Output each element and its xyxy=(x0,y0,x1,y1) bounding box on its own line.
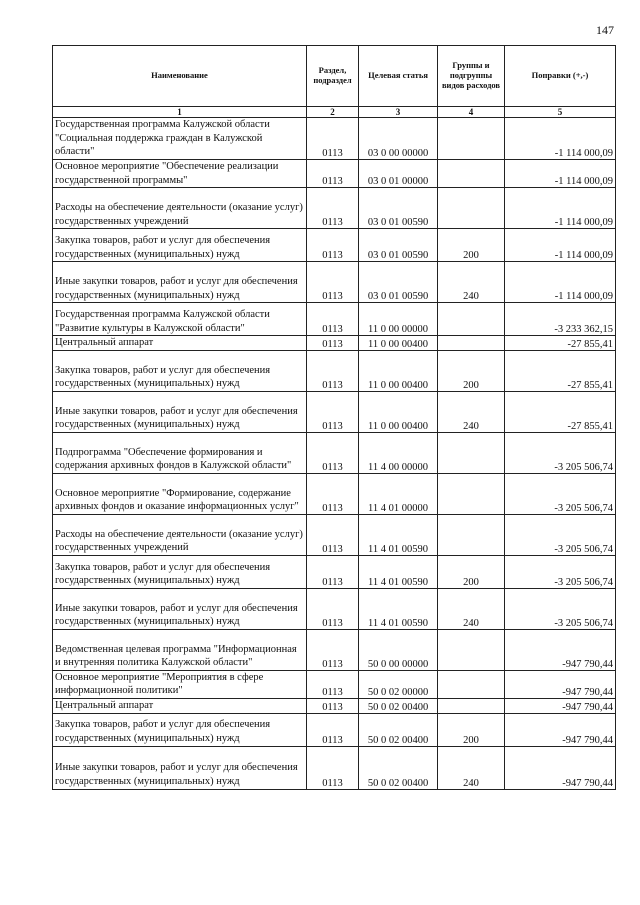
row-target-code: 03 0 01 00590 xyxy=(359,229,438,262)
table-row xyxy=(53,118,616,160)
row-section: 0113 xyxy=(307,746,359,789)
row-expense-group: 200 xyxy=(438,350,505,391)
row-section: 0113 xyxy=(307,588,359,629)
column-number: 4 xyxy=(438,107,505,118)
row-target-code: 50 0 02 00000 xyxy=(359,670,438,698)
row-target-code: 50 0 00 00000 xyxy=(359,629,438,670)
row-target-code: 03 0 01 00000 xyxy=(359,159,438,187)
row-target-code: 11 4 00 00000 xyxy=(359,432,438,473)
header-groups: Группы и подгруппы видов расходов xyxy=(438,46,505,107)
row-name: Государственная программа Калужской области "Социальная поддержка граждан в Калужской области" xyxy=(53,118,307,160)
column-number: 5 xyxy=(505,107,616,118)
row-amount: -947 790,44 xyxy=(505,629,616,670)
row-name: Центральный аппарат xyxy=(53,336,307,351)
row-section: 0113 xyxy=(307,336,359,351)
row-expense-group: 200 xyxy=(438,229,505,262)
row-amount: -1 114 000,09 xyxy=(505,118,616,160)
page-number: 147 xyxy=(596,23,614,37)
row-name: Иные закупки товаров, работ и услуг для обеспечения государственных (муниципальных) нужд xyxy=(53,588,307,629)
header-name: Наименование xyxy=(53,46,307,107)
row-expense-group xyxy=(438,303,505,336)
row-name: Основное мероприятие "Формирование, содержание архивных фондов и оказание информационных услуг" xyxy=(53,473,307,514)
row-name: Ведомственная целевая программа "Информационная и внутренняя политика Калужской области" xyxy=(53,629,307,670)
row-section: 0113 xyxy=(307,514,359,555)
table-row xyxy=(53,746,616,789)
row-expense-group xyxy=(438,188,505,229)
row-section: 0113 xyxy=(307,629,359,670)
row-section: 0113 xyxy=(307,699,359,714)
row-section: 0113 xyxy=(307,350,359,391)
row-expense-group xyxy=(438,670,505,698)
row-amount: -3 205 506,74 xyxy=(505,555,616,588)
table-row xyxy=(53,629,616,670)
table-row xyxy=(53,188,616,229)
row-amount: -3 205 506,74 xyxy=(505,514,616,555)
row-name: Иные закупки товаров, работ и услуг для обеспечения государственных (муниципальных) нужд xyxy=(53,746,307,789)
row-section: 0113 xyxy=(307,391,359,432)
row-expense-group: 240 xyxy=(438,588,505,629)
row-amount: -1 114 000,09 xyxy=(505,262,616,303)
budget-amendments-table xyxy=(52,45,616,790)
row-expense-group xyxy=(438,629,505,670)
row-amount: -1 114 000,09 xyxy=(505,159,616,187)
table-row xyxy=(53,159,616,187)
column-number: 3 xyxy=(359,107,438,118)
row-section: 0113 xyxy=(307,473,359,514)
row-amount: -3 233 362,15 xyxy=(505,303,616,336)
row-amount: -27 855,41 xyxy=(505,336,616,351)
row-section: 0113 xyxy=(307,670,359,698)
table-row xyxy=(53,588,616,629)
row-section: 0113 xyxy=(307,432,359,473)
row-amount: -27 855,41 xyxy=(505,350,616,391)
row-name: Закупка товаров, работ и услуг для обеспечения государственных (муниципальных) нужд xyxy=(53,713,307,746)
row-expense-group: 240 xyxy=(438,391,505,432)
row-target-code: 50 0 02 00400 xyxy=(359,713,438,746)
row-section: 0113 xyxy=(307,159,359,187)
row-target-code: 11 0 00 00400 xyxy=(359,336,438,351)
row-target-code: 11 4 01 00590 xyxy=(359,588,438,629)
row-name: Закупка товаров, работ и услуг для обеспечения государственных (муниципальных) нужд xyxy=(53,229,307,262)
row-target-code: 11 0 00 00000 xyxy=(359,303,438,336)
header-target: Целевая статья xyxy=(359,46,438,107)
row-name: Основное мероприятие "Обеспечение реализации государственной программы" xyxy=(53,159,307,187)
row-expense-group xyxy=(438,336,505,351)
row-target-code: 50 0 02 00400 xyxy=(359,699,438,714)
row-section: 0113 xyxy=(307,303,359,336)
table-row xyxy=(53,336,616,351)
row-amount: -1 114 000,09 xyxy=(505,188,616,229)
table-row xyxy=(53,391,616,432)
table-row xyxy=(53,473,616,514)
row-section: 0113 xyxy=(307,262,359,303)
row-amount: -947 790,44 xyxy=(505,713,616,746)
table-row xyxy=(53,432,616,473)
header-section: Раздел, подраздел xyxy=(307,46,359,107)
table-row xyxy=(53,670,616,698)
row-amount: -27 855,41 xyxy=(505,391,616,432)
row-expense-group xyxy=(438,432,505,473)
row-section: 0113 xyxy=(307,229,359,262)
table-row xyxy=(53,350,616,391)
row-name: Центральный аппарат xyxy=(53,699,307,714)
row-target-code: 11 4 01 00000 xyxy=(359,473,438,514)
column-number-row xyxy=(53,107,616,118)
row-target-code: 11 0 00 00400 xyxy=(359,350,438,391)
row-target-code: 03 0 01 00590 xyxy=(359,188,438,229)
row-name: Закупка товаров, работ и услуг для обеспечения государственных (муниципальных) нужд xyxy=(53,555,307,588)
row-section: 0113 xyxy=(307,555,359,588)
row-amount: -1 114 000,09 xyxy=(505,229,616,262)
table-row xyxy=(53,229,616,262)
row-name: Закупка товаров, работ и услуг для обеспечения государственных (муниципальных) нужд xyxy=(53,350,307,391)
row-amount: -3 205 506,74 xyxy=(505,473,616,514)
row-target-code: 03 0 00 00000 xyxy=(359,118,438,160)
row-expense-group xyxy=(438,118,505,160)
row-expense-group xyxy=(438,159,505,187)
header-amendments: Поправки (+,-) xyxy=(505,46,616,107)
row-target-code: 11 4 01 00590 xyxy=(359,555,438,588)
row-target-code: 50 0 02 00400 xyxy=(359,746,438,789)
row-name: Иные закупки товаров, работ и услуг для обеспечения государственных (муниципальных) нужд xyxy=(53,391,307,432)
row-name: Расходы на обеспечение деятельности (оказание услуг) государственных учреждений xyxy=(53,514,307,555)
row-name: Основное мероприятие "Мероприятия в сфере информационной политики" xyxy=(53,670,307,698)
row-expense-group: 200 xyxy=(438,555,505,588)
row-target-code: 03 0 01 00590 xyxy=(359,262,438,303)
table-header-row xyxy=(53,46,616,107)
row-amount: -3 205 506,74 xyxy=(505,588,616,629)
table-row xyxy=(53,713,616,746)
row-section: 0113 xyxy=(307,713,359,746)
row-expense-group xyxy=(438,473,505,514)
row-name: Иные закупки товаров, работ и услуг для обеспечения государственных (муниципальных) нужд xyxy=(53,262,307,303)
row-expense-group xyxy=(438,514,505,555)
table-row xyxy=(53,262,616,303)
table-row xyxy=(53,699,616,714)
row-section: 0113 xyxy=(307,188,359,229)
row-amount: -3 205 506,74 xyxy=(505,432,616,473)
column-number: 1 xyxy=(53,107,307,118)
row-name: Государственная программа Калужской области "Развитие культуры в Калужской области" xyxy=(53,303,307,336)
row-target-code: 11 4 01 00590 xyxy=(359,514,438,555)
column-number: 2 xyxy=(307,107,359,118)
row-name: Подпрограмма "Обеспечение формирования и содержания архивных фондов в Калужской области" xyxy=(53,432,307,473)
row-amount: -947 790,44 xyxy=(505,670,616,698)
row-expense-group xyxy=(438,699,505,714)
row-amount: -947 790,44 xyxy=(505,699,616,714)
row-name: Расходы на обеспечение деятельности (оказание услуг) государственных учреждений xyxy=(53,188,307,229)
table-row xyxy=(53,555,616,588)
table-row xyxy=(53,514,616,555)
row-target-code: 11 0 00 00400 xyxy=(359,391,438,432)
row-expense-group: 240 xyxy=(438,746,505,789)
row-expense-group: 200 xyxy=(438,713,505,746)
row-section: 0113 xyxy=(307,118,359,160)
row-amount: -947 790,44 xyxy=(505,746,616,789)
table-row xyxy=(53,303,616,336)
row-expense-group: 240 xyxy=(438,262,505,303)
